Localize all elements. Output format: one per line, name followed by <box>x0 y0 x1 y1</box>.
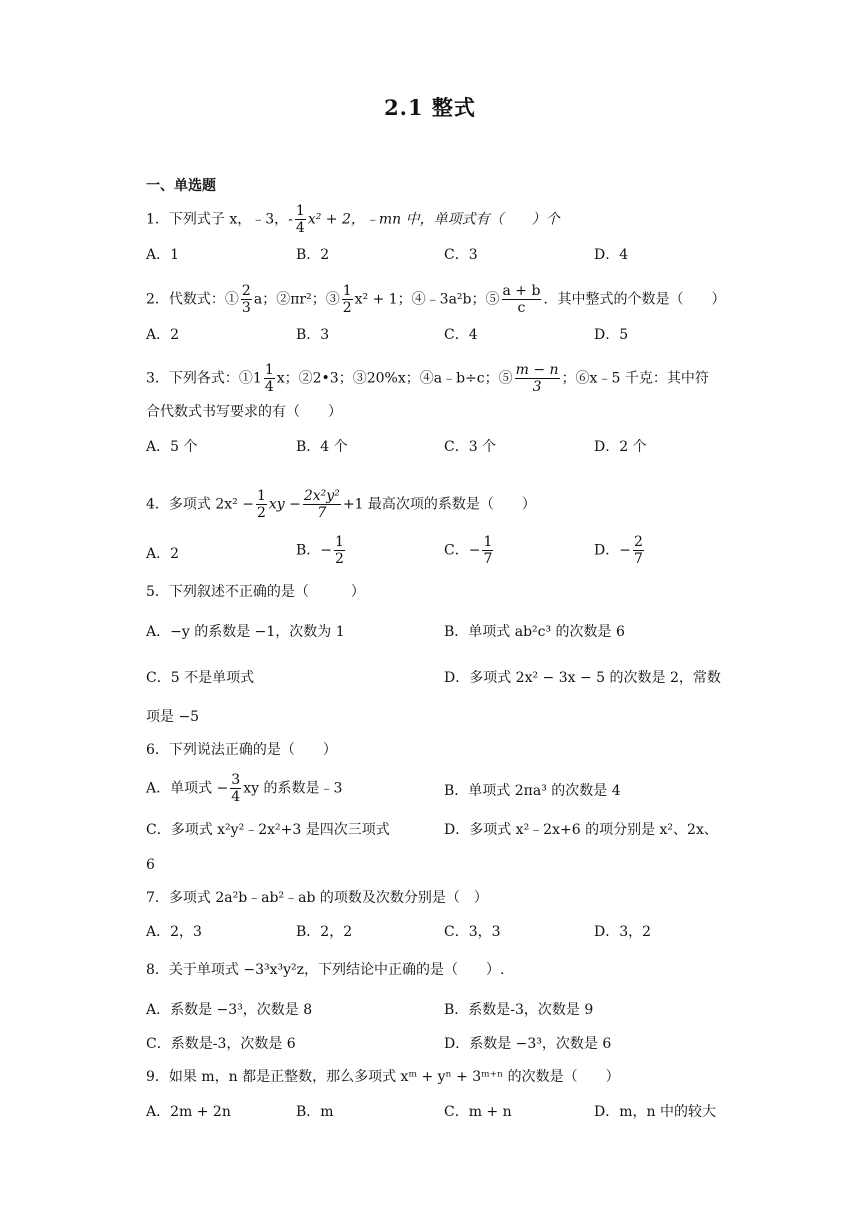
question-3-stem: 3．下列各式：①1 $\frac{1}{4}$ x；②2•3；③20%x；④a﹣b÷c；⑤ $\frac{m - n}{3}$ ；⑥x﹣5 千克：其中符 <box>146 362 709 396</box>
page-title: 2.1 整式 <box>384 95 476 120</box>
fraction: $\frac{\text{2x²y²}}{7}$ <box>303 488 340 522</box>
option-c: C．系数是-3，次数是 6 <box>146 1036 296 1052</box>
option-b: B．单项式 2πa³ 的次数是 4 <box>444 783 621 799</box>
option-b: B．− $\frac{1}{2}$ <box>296 534 344 568</box>
option-c: C．3 <box>444 247 478 263</box>
fraction: $\frac{1}{4}$ <box>295 203 305 237</box>
option-d-continued: 6 <box>146 857 155 873</box>
question-7-stem: 7．多项式 2a²b﹣ab²﹣ab 的项数及次数分别是（ ） <box>146 890 488 906</box>
option-a: A．5 个 <box>146 439 198 455</box>
question-2-stem: 2．代数式：① $\frac{2}{3}$ a；②πr²；③ $\frac{1}{2}$ x² + 1；④﹣3a²b；⑤ $\frac{a + b}{c}$ ．其中整式的个数是（ ） <box>146 283 726 317</box>
fraction: $\frac{1}{2}$ <box>342 283 352 317</box>
option-a: A．2 <box>146 546 180 562</box>
option-a: A．2m + 2n <box>146 1104 231 1120</box>
option-d: D．多项式 x²﹣2x+6 的项分别是 x²、2x、 <box>444 822 718 838</box>
question-3-stem-line2: 合代数式书写要求的有（ ） <box>146 404 342 420</box>
option-d: D．m，n 中的较大 <box>594 1104 716 1120</box>
fraction: $\frac{a + b}{c}$ <box>502 283 541 317</box>
q1-text-a: 1．下列式子 x，﹣3，- <box>146 211 293 228</box>
fraction: $\frac{2}{3}$ <box>241 283 251 317</box>
option-b: B．2 <box>296 247 330 263</box>
option-b: B．2，2 <box>296 924 353 940</box>
option-a: A．单项式 − $\frac{3}{4}$ xy 的系数是﹣3 <box>146 772 343 806</box>
fraction: $\frac{1}{4}$ <box>264 362 274 396</box>
option-d: D．4 <box>594 247 629 263</box>
option-a: A．2，3 <box>146 924 202 940</box>
option-c: C．− $\frac{1}{7}$ <box>444 534 493 568</box>
fraction: $\frac{1}{2}$ <box>256 488 266 522</box>
option-d: D．2 个 <box>594 439 647 455</box>
option-d: D．5 <box>594 327 629 343</box>
q1-text-b: x² + 2，﹣mn 中，单项式有（ ）个 <box>307 211 560 228</box>
question-9-stem: 9．如果 m，n 都是正整数，那么多项式 xᵐ + yⁿ + 3ᵐ⁺ⁿ 的次数是（ ） <box>146 1069 620 1085</box>
option-a: A．系数是 −3³，次数是 8 <box>146 1002 313 1018</box>
option-c: C．3 个 <box>444 439 497 455</box>
question-1-stem <box>146 203 560 236</box>
option-d: D．3，2 <box>594 924 652 940</box>
option-a: A．2 <box>146 327 180 343</box>
section-heading: 一、单选题 <box>146 178 216 194</box>
option-b: B．系数是-3，次数是 9 <box>444 1002 594 1018</box>
option-c: C．5 不是单项式 <box>146 670 255 686</box>
option-d: D．系数是 −3³，次数是 6 <box>444 1036 612 1052</box>
option-c: C．4 <box>444 327 478 343</box>
option-a: A．−y 的系数是 −1，次数为 1 <box>146 624 345 640</box>
fraction: $\frac{m - n}{3}$ <box>515 362 559 396</box>
option-a: A．1 <box>146 247 180 263</box>
option-d: D．− $\frac{2}{7}$ <box>594 534 643 568</box>
option-c: C．m + n <box>444 1104 512 1120</box>
option-d-continued: 项是 −5 <box>146 709 200 725</box>
option-b: B．单项式 ab²c³ 的次数是 6 <box>444 624 625 640</box>
question-5-stem: 5．下列叙述不正确的是（ ） <box>146 584 365 600</box>
option-d: D．多项式 2x² − 3x − 5 的次数是 2，常数 <box>444 670 721 686</box>
option-c: C．多项式 x²y²﹣2x²+3 是四次三项式 <box>146 822 390 838</box>
option-c: C．3，3 <box>444 924 501 940</box>
option-b: B．3 <box>296 327 330 343</box>
question-6-stem: 6．下列说法正确的是（ ） <box>146 742 337 758</box>
question-4-stem: 4．多项式 2x² − $\frac{1}{2}$ xy − $\frac{\text{2x²y²}}{7}$ +1 最高次项的系数是（ ） <box>146 488 536 522</box>
question-8-stem: 8．关于单项式 −3³x³y²z，下列结论中正确的是（ ）. <box>146 962 505 978</box>
option-b: B．4 个 <box>296 439 348 455</box>
option-b: B．m <box>296 1104 334 1120</box>
